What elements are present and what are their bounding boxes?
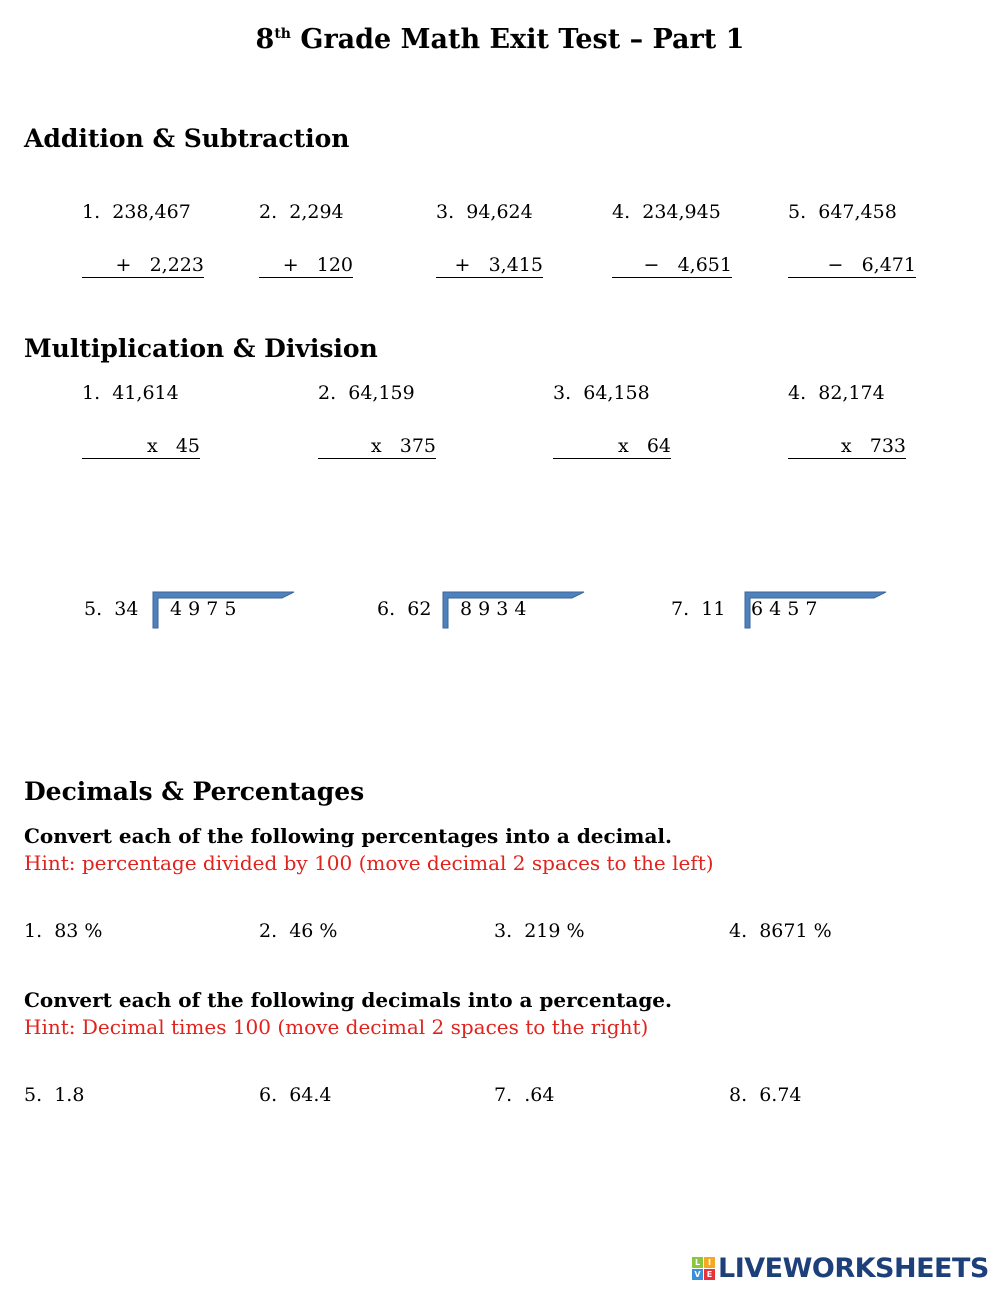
heading-addition-subtraction: Addition & Subtraction [24, 124, 350, 153]
problem-top-line: 2. 2,294 [259, 201, 344, 223]
problem-bottom-line: + 120 [259, 253, 353, 278]
problem-bottom-line: x 45 [82, 434, 200, 459]
logo-tiles-icon: L I V E [692, 1257, 715, 1280]
page-title: 8th Grade Math Exit Test – Part 1 [255, 24, 745, 55]
problem-top-line: 3. 64,158 [553, 382, 650, 404]
division-label: 5. 34 [84, 598, 139, 620]
problem-top-line: 5. 647,458 [788, 201, 897, 223]
mult-problem [318, 380, 436, 459]
mult-problem [788, 380, 906, 459]
problem-top-line: 4. 234,945 [612, 201, 721, 223]
problem-bottom-line: x 375 [318, 434, 436, 459]
problem-top-line: 1. 238,467 [82, 201, 191, 223]
pct-hint: Hint: percentage divided by 100 (move decimal 2 spaces to the left) [24, 851, 714, 875]
dec-item: 8. 6.74 [729, 1084, 802, 1106]
dividend: 4 9 7 5 [170, 598, 237, 620]
dec-item: 7. .64 [494, 1084, 555, 1106]
dividend: 6 4 5 7 [751, 598, 818, 620]
problem-bottom-line: − 4,651 [612, 253, 732, 278]
dec-instruction: Convert each of the following decimals into a percentage. [24, 988, 672, 1012]
dec-hint: Hint: Decimal times 100 (move decimal 2 spaces to the right) [24, 1015, 649, 1039]
problem-bottom-line: − 6,471 [788, 253, 916, 278]
problem-top-line: 1. 41,614 [82, 382, 179, 404]
add_sub-problem [788, 199, 916, 278]
liveworksheets-logo: L I V E LIVEWORKSHEETS [692, 1253, 989, 1284]
division-label: 7. 11 [671, 598, 726, 620]
problem-bottom-line: x 64 [553, 434, 671, 459]
problem-top-line: 2. 64,159 [318, 382, 415, 404]
add_sub-problem [436, 199, 543, 278]
mult-problem [553, 380, 671, 459]
heading-multiplication-division: Multiplication & Division [24, 334, 378, 363]
division-label: 6. 62 [377, 598, 432, 620]
mult-problem [82, 380, 200, 459]
add_sub-problem [612, 199, 732, 278]
heading-decimals-percentages: Decimals & Percentages [24, 777, 365, 806]
pct-item: 4. 8671 % [729, 920, 832, 942]
pct-item: 2. 46 % [259, 920, 338, 942]
problem-bottom-line: + 3,415 [436, 253, 543, 278]
pct-item: 1. 83 % [24, 920, 103, 942]
add_sub-problem [259, 199, 353, 278]
problem-top-line: 4. 82,174 [788, 382, 885, 404]
problem-bottom-line: + 2,223 [82, 253, 204, 278]
add_sub-problem [82, 199, 204, 278]
dividend: 8 9 3 4 [460, 598, 527, 620]
dec-item: 5. 1.8 [24, 1084, 85, 1106]
problem-top-line: 3. 94,624 [436, 201, 533, 223]
dec-item: 6. 64.4 [259, 1084, 332, 1106]
problem-bottom-line: x 733 [788, 434, 906, 459]
pct-instruction: Convert each of the following percentages into a decimal. [24, 824, 672, 848]
pct-item: 3. 219 % [494, 920, 585, 942]
